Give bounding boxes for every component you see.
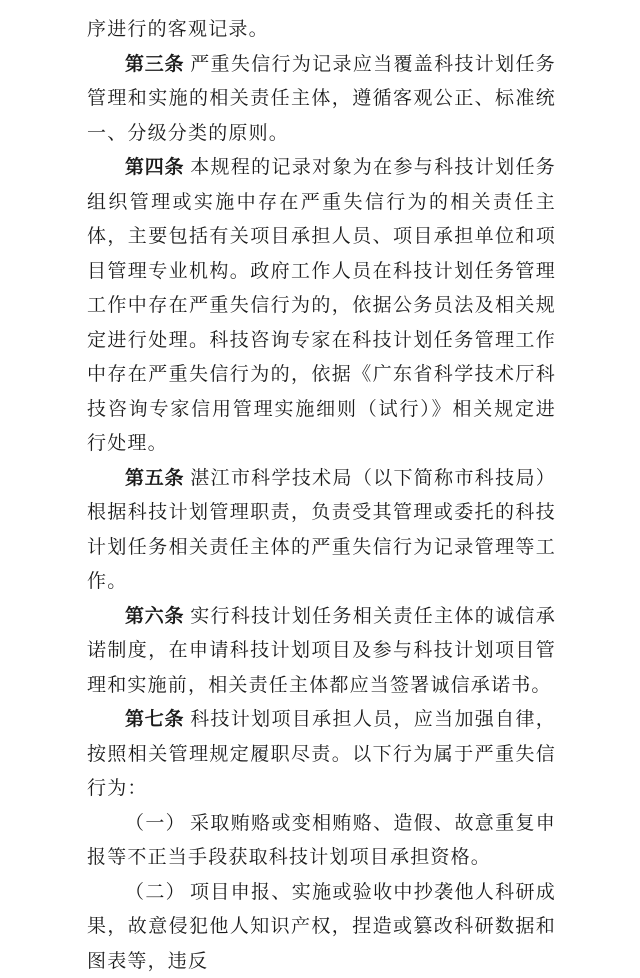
article-5 [87,461,556,599]
article-label: 第五条 [125,467,184,489]
item-label: （二） [125,881,186,903]
article-label: 第七条 [125,708,184,730]
item-label: （一） [125,812,186,834]
paragraph-text: 本规程的记录对象为在参与科技计划任务组织管理或实施中存在严重失信行为的相关责任主体，主要包括有关项目承担人员、项目承担单位和项目管理专业机构。政府工作人员在科技计划任务管理工作中存在严重失信行为的，依据公务员法及相关规定进行处理。科技咨询专家在科技计划任务管理工作中存在严重失信行为的，依据《广东省科学技术厅科技咨询专家信用管理实施细则（试行）》相关规定进行处理。 [87,156,556,454]
article-4 [87,150,556,461]
paragraph-text: 科技计划项目承担人员，应当加强自律，按照相关管理规定履职尽责。以下行为属于严重失信行为： [87,708,556,799]
paragraph-text: 采取贿赂或变相贿赂、造假、故意重复申报等不正当手段获取科技计划项目承担资格。 [87,812,556,869]
article-7-item-1 [87,806,556,875]
paragraph-text: 序进行的客观记录。 [87,18,269,40]
paragraph-text: 湛江市科学技术局（以下简称市科技局）根据科技计划管理职责，负责受其管理或委托的科技计划任务相关责任主体的严重失信行为记录管理等工作。 [87,467,556,593]
article-6 [87,599,556,703]
article-7 [87,702,556,806]
article-label: 第四条 [125,156,184,178]
paragraph-text: 实行科技计划任务相关责任主体的诚信承诺制度，在申请科技计划项目及参与科技计划项目管理和实施前，相关责任主体都应当签署诚信承诺书。 [87,605,556,696]
article-label: 第六条 [125,605,184,627]
article-3 [87,47,556,151]
paragraph-text: 项目申报、实施或验收中抄袭他人科研成果，故意侵犯他人知识产权，捏造或篡改科研数据和图表等，违反 [87,881,556,972]
paragraph-continuation [87,12,556,47]
paragraph-text: 严重失信行为记录应当覆盖科技计划任务管理和实施的相关责任主体，遵循客观公正、标准统一、分级分类的原则。 [87,53,556,144]
article-label: 第三条 [125,53,184,75]
article-7-item-2 [87,875,556,978]
